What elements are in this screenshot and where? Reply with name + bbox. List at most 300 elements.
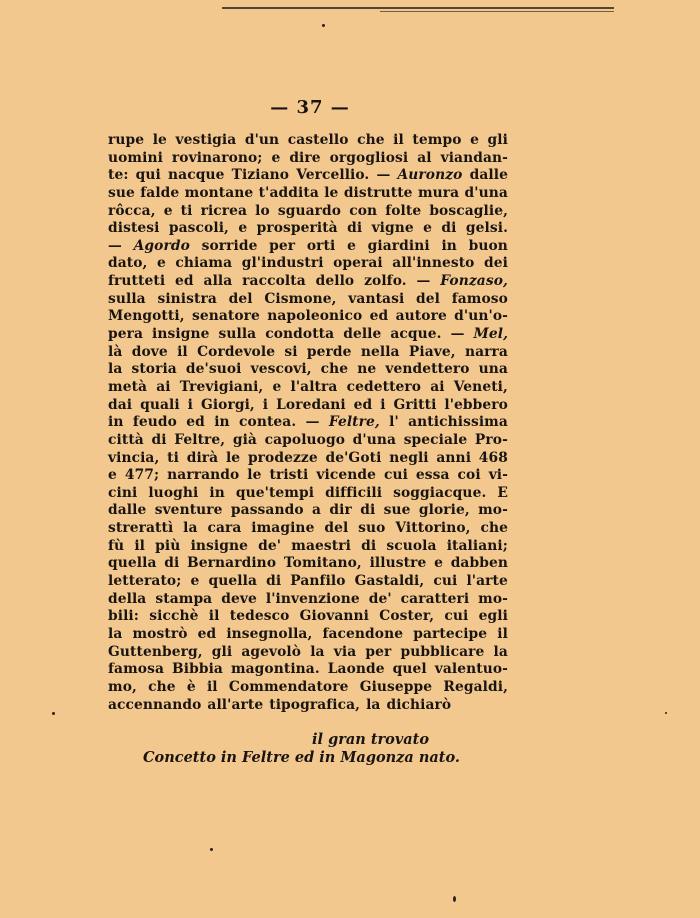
word: italiani; xyxy=(446,537,508,554)
word: che xyxy=(357,132,385,148)
word: quella xyxy=(208,573,257,590)
text-line xyxy=(108,679,508,697)
word: ed xyxy=(353,396,373,413)
word: cui xyxy=(383,467,408,484)
word: Cordevole xyxy=(197,343,276,360)
word: letterato; xyxy=(108,573,182,590)
word: facendone xyxy=(322,625,404,642)
text-line xyxy=(108,238,508,256)
word: dalle xyxy=(469,167,508,184)
word: vestigia xyxy=(175,132,237,148)
word: città xyxy=(108,431,144,448)
word: 477; xyxy=(124,467,160,484)
word: le xyxy=(247,467,262,484)
word: e xyxy=(163,202,173,219)
text-line xyxy=(108,308,508,326)
word: de' xyxy=(258,537,282,554)
text-line xyxy=(108,397,508,415)
text-line xyxy=(108,167,508,185)
text-line xyxy=(108,220,508,238)
word: caratteri xyxy=(400,590,470,607)
text-line xyxy=(108,626,508,644)
word: tempo xyxy=(412,132,462,148)
word: dove xyxy=(131,343,168,360)
word: la xyxy=(108,625,123,642)
word: boscaglie, xyxy=(429,202,508,219)
word: di xyxy=(266,573,282,590)
text-line xyxy=(108,538,508,556)
text-line xyxy=(108,432,508,450)
word: all'arte xyxy=(207,696,264,713)
word: orti xyxy=(306,237,336,254)
word: del xyxy=(228,290,253,307)
word: all'innesto xyxy=(392,255,475,272)
word: de' xyxy=(368,590,392,607)
word: sue xyxy=(383,502,411,519)
word: que'tempi xyxy=(235,484,315,501)
word: e xyxy=(434,555,443,572)
word: pera xyxy=(108,326,144,343)
word: orgogliosi xyxy=(329,149,409,166)
word: la xyxy=(108,361,123,378)
word: tipografica, xyxy=(269,696,361,713)
word: gli xyxy=(487,132,508,148)
word: in xyxy=(214,414,230,431)
word: e xyxy=(272,378,282,395)
word: vescovi, xyxy=(250,361,312,378)
word: è xyxy=(186,678,196,695)
word: in xyxy=(108,414,124,431)
word: acque. xyxy=(390,326,442,343)
word: i xyxy=(262,396,269,413)
word: Gastaldi, xyxy=(354,573,425,590)
word: di xyxy=(360,502,376,519)
word: Vercellio. xyxy=(296,167,370,184)
word: l' xyxy=(389,414,399,431)
word: t'addita xyxy=(258,184,319,201)
word: pubblicare xyxy=(400,643,485,660)
word: Giuseppe xyxy=(359,678,433,695)
word: illustre xyxy=(369,555,427,572)
word: giardini xyxy=(367,237,430,254)
word: Piave, xyxy=(408,343,456,360)
word: via xyxy=(333,643,357,660)
word: Bibbia xyxy=(171,661,223,678)
word: deve xyxy=(221,590,257,607)
word: del xyxy=(324,520,349,537)
word: prodezze xyxy=(247,449,318,466)
word: negli xyxy=(389,449,429,466)
word: agevolò xyxy=(241,643,302,660)
body-text xyxy=(108,132,508,714)
word: ti xyxy=(167,449,179,466)
word: Guttenberg, xyxy=(108,643,203,660)
top-rule xyxy=(222,7,614,9)
word: già xyxy=(232,431,257,448)
text-line xyxy=(108,608,508,626)
word: Cismone, xyxy=(264,290,337,307)
word: rôcca, xyxy=(108,202,156,219)
word: famoso xyxy=(451,290,508,307)
word: condotta xyxy=(265,326,335,343)
word: passando xyxy=(230,502,304,519)
verse-line-2: Concetto in Feltre ed in Magonza nato. xyxy=(143,749,460,766)
word: ai xyxy=(156,378,171,395)
text-line xyxy=(108,150,508,168)
word: le xyxy=(152,132,167,148)
text-line xyxy=(108,573,508,591)
word: Commendatore xyxy=(228,678,349,695)
word: l'ebbero xyxy=(444,396,508,413)
word: insigne xyxy=(190,537,248,554)
word: Giorgi, xyxy=(200,396,255,413)
text-line xyxy=(108,485,508,503)
text-line xyxy=(108,344,508,362)
word: valentuo- xyxy=(434,661,508,678)
word: per xyxy=(269,237,296,254)
paper-speck xyxy=(52,712,55,715)
text-line xyxy=(108,132,508,150)
word: Mengotti, xyxy=(108,308,185,325)
word: il xyxy=(393,132,404,148)
word: feudo xyxy=(132,414,177,431)
word: prosperità xyxy=(256,220,338,237)
word: quali xyxy=(140,396,180,413)
text-line xyxy=(108,326,508,344)
word: che xyxy=(480,520,508,537)
word: la xyxy=(310,643,325,660)
word: e xyxy=(190,573,200,590)
word: maestri xyxy=(291,537,351,554)
word: e xyxy=(157,255,166,272)
paper-speck xyxy=(665,712,667,714)
text-line xyxy=(108,697,508,715)
word: viandan- xyxy=(440,149,508,166)
word: dichiarò xyxy=(386,696,452,713)
word: distesi xyxy=(108,220,160,237)
word: mostrò xyxy=(132,625,188,642)
text-line xyxy=(108,467,508,485)
text-line xyxy=(108,450,508,468)
word: d'un xyxy=(244,132,280,148)
paper-speck xyxy=(453,896,456,902)
word: sulla xyxy=(218,326,257,343)
word: vi- xyxy=(488,467,508,484)
text-line xyxy=(108,661,508,679)
word: dato, xyxy=(108,255,148,272)
word: di xyxy=(441,220,457,237)
word: in xyxy=(209,484,225,501)
word: delle xyxy=(343,326,382,343)
paper-speck xyxy=(322,24,325,27)
word: gli xyxy=(211,643,233,660)
word: sulla xyxy=(108,290,146,307)
text-line xyxy=(108,361,508,379)
top-rule-secondary xyxy=(380,11,614,12)
word: vendettero xyxy=(385,361,470,378)
word: insegnolla, xyxy=(226,625,313,642)
word: sorride xyxy=(201,237,258,254)
word: uomini xyxy=(108,149,163,166)
word: dire xyxy=(289,149,321,166)
word: mo- xyxy=(478,502,508,519)
word: alla xyxy=(203,273,233,290)
word: luoghi xyxy=(148,484,199,501)
word: il xyxy=(497,625,508,642)
word: de'Goti xyxy=(325,449,382,466)
word: il xyxy=(206,678,218,695)
word: Panfilo xyxy=(290,573,346,590)
word: dei xyxy=(484,255,508,272)
word: d'una xyxy=(464,184,508,201)
word: perde xyxy=(306,343,352,360)
text-line xyxy=(108,379,508,397)
word: te: xyxy=(108,167,129,184)
paper-speck xyxy=(210,848,213,851)
word: capoluogo xyxy=(264,431,346,448)
word: Bernardino xyxy=(187,555,277,572)
text-line xyxy=(108,591,508,609)
word: vincia, xyxy=(108,449,160,466)
word: Giovanni xyxy=(299,608,369,625)
word: — xyxy=(376,167,391,184)
word: magontina. xyxy=(230,661,320,678)
text-line xyxy=(108,644,508,662)
word: ed xyxy=(186,414,205,431)
text-line xyxy=(108,520,508,538)
word: de'suoi xyxy=(185,361,242,378)
word: Feltre, xyxy=(328,414,380,431)
word: mo- xyxy=(478,590,508,607)
word: i xyxy=(187,396,193,413)
word: nacque xyxy=(168,167,225,184)
word: di xyxy=(164,555,180,572)
word: ed xyxy=(369,308,389,325)
word: si xyxy=(284,343,298,360)
word: tedesco xyxy=(229,608,290,625)
word: accennando xyxy=(108,696,202,713)
word: — xyxy=(108,237,122,254)
word: contea. xyxy=(239,414,297,431)
word: storia xyxy=(131,361,177,378)
word: insigne xyxy=(152,326,210,343)
word: bili: xyxy=(108,608,139,625)
text-line xyxy=(108,414,508,432)
word: falde xyxy=(140,184,180,201)
word: egli xyxy=(478,608,508,625)
word: rupe xyxy=(108,132,145,148)
word: quel xyxy=(392,661,427,678)
word: ed xyxy=(175,273,194,290)
word: cedettero xyxy=(346,378,422,395)
word: la xyxy=(493,643,508,660)
text-line xyxy=(108,185,508,203)
word: zolfo. xyxy=(364,273,407,290)
word: a xyxy=(312,502,322,519)
word: il xyxy=(208,608,220,625)
word: sue xyxy=(108,184,135,201)
word: — xyxy=(305,414,320,431)
word: Auronzo xyxy=(397,167,463,184)
word: della xyxy=(108,590,147,607)
word: per xyxy=(365,643,392,660)
word: con xyxy=(349,202,378,219)
word: Tomitano, xyxy=(283,555,362,572)
word: pascoli, xyxy=(168,220,229,237)
word: e xyxy=(347,237,356,254)
word: vicende xyxy=(316,467,376,484)
word: dabben xyxy=(450,555,508,572)
word: cui xyxy=(444,608,469,625)
word: fù xyxy=(108,537,125,554)
word: di xyxy=(361,537,377,554)
word: montane xyxy=(184,184,254,201)
word: difficili xyxy=(325,484,383,501)
word: partecipe xyxy=(413,625,488,642)
word: una xyxy=(478,361,508,378)
word: scuola xyxy=(386,537,437,554)
word: distrutte xyxy=(343,184,413,201)
word: cara xyxy=(207,520,242,537)
word: essa xyxy=(415,467,450,484)
text-line xyxy=(108,502,508,520)
word: sventure xyxy=(154,502,223,519)
verse-line-1: il gran trovato xyxy=(312,731,430,748)
word: frutteti xyxy=(108,273,166,290)
word: le xyxy=(324,184,339,201)
word: Loredani xyxy=(276,396,346,413)
word: dalle xyxy=(108,502,147,519)
word: napoleonico xyxy=(267,308,363,325)
word: gelsi. xyxy=(465,220,508,237)
word: castello xyxy=(287,132,349,148)
word: Veneti, xyxy=(453,378,508,395)
word: stampa xyxy=(155,590,213,607)
word: l'altra xyxy=(290,378,338,395)
word: soggiacque. xyxy=(393,484,487,501)
word: senatore xyxy=(191,308,260,325)
word: la xyxy=(366,696,381,713)
word: dirà xyxy=(186,449,219,466)
word: il xyxy=(177,343,188,360)
text-line xyxy=(108,555,508,573)
text-line xyxy=(108,255,508,273)
word: più xyxy=(155,537,181,554)
word: raccolta xyxy=(242,273,306,290)
word: Pro- xyxy=(474,431,508,448)
word: suo xyxy=(358,520,386,537)
word: il xyxy=(134,537,146,554)
word: speciale xyxy=(403,431,468,448)
word: Trevigiani, xyxy=(179,378,264,395)
word: qui xyxy=(135,167,161,184)
word: ne xyxy=(357,361,377,378)
word: e xyxy=(423,220,433,237)
word: le xyxy=(225,449,241,466)
word: coi xyxy=(457,467,481,484)
word: dai xyxy=(108,396,133,413)
word: imagine xyxy=(251,520,315,537)
word: rovinarono; xyxy=(171,149,263,166)
word: di xyxy=(347,220,363,237)
word: ed xyxy=(197,625,217,642)
word: e xyxy=(470,132,479,148)
word: al xyxy=(417,149,432,166)
word: — xyxy=(416,273,431,290)
word: sicchè xyxy=(149,608,199,625)
page-number: — 37 — xyxy=(270,97,350,118)
word: sguardo xyxy=(277,202,342,219)
word: Regaldi, xyxy=(443,678,508,695)
word: — xyxy=(450,326,465,343)
word: l'invenzione xyxy=(265,590,360,607)
word: lo xyxy=(255,202,270,219)
word: E xyxy=(497,484,508,501)
text-line xyxy=(108,291,508,309)
word: tristi xyxy=(269,467,309,484)
word: Tiziano xyxy=(231,167,290,184)
word: Agordo xyxy=(133,237,190,254)
word: l'arte xyxy=(466,573,508,590)
word: in xyxy=(441,237,457,254)
word: là xyxy=(108,343,123,360)
word: Laonde xyxy=(327,661,385,678)
word: sinistra xyxy=(157,290,217,307)
word: Coster, xyxy=(379,608,435,625)
word: anni xyxy=(436,449,472,466)
word: Gritti xyxy=(393,396,437,413)
word: d'una xyxy=(352,431,397,448)
word: mura xyxy=(417,184,460,201)
word: mo, xyxy=(108,678,137,695)
word: i xyxy=(380,396,386,413)
word: nella xyxy=(360,343,400,360)
word: che xyxy=(148,678,176,695)
word: ai xyxy=(430,378,445,395)
word: Mel, xyxy=(473,326,508,343)
word: narra xyxy=(464,343,508,360)
word: metà xyxy=(108,378,148,395)
word: 468 xyxy=(478,449,508,466)
word: Feltre, xyxy=(174,431,226,448)
text-line xyxy=(108,273,508,291)
word: strerattì xyxy=(108,520,174,537)
word: la xyxy=(183,520,198,537)
word: e xyxy=(271,149,281,166)
word: narrando xyxy=(167,467,240,484)
word: buon xyxy=(468,237,508,254)
word: che xyxy=(320,361,349,378)
word: vantasi xyxy=(348,290,405,307)
word: del xyxy=(416,290,440,307)
word: Fonzaso, xyxy=(440,273,508,290)
word: ricrea xyxy=(200,202,248,219)
word: ti xyxy=(180,202,193,219)
word: e xyxy=(238,220,248,237)
word: autore xyxy=(395,308,447,325)
word: vigne xyxy=(371,220,414,237)
word: folte xyxy=(385,202,422,219)
word: di xyxy=(151,431,167,448)
word: d'un'o- xyxy=(454,308,508,325)
word: glorie, xyxy=(418,502,470,519)
word: operai xyxy=(333,255,383,272)
word: e xyxy=(108,467,117,484)
word: dir xyxy=(329,502,352,519)
word: famosa xyxy=(108,661,164,678)
word: chiama xyxy=(175,255,233,272)
word: antichissima xyxy=(408,414,508,431)
